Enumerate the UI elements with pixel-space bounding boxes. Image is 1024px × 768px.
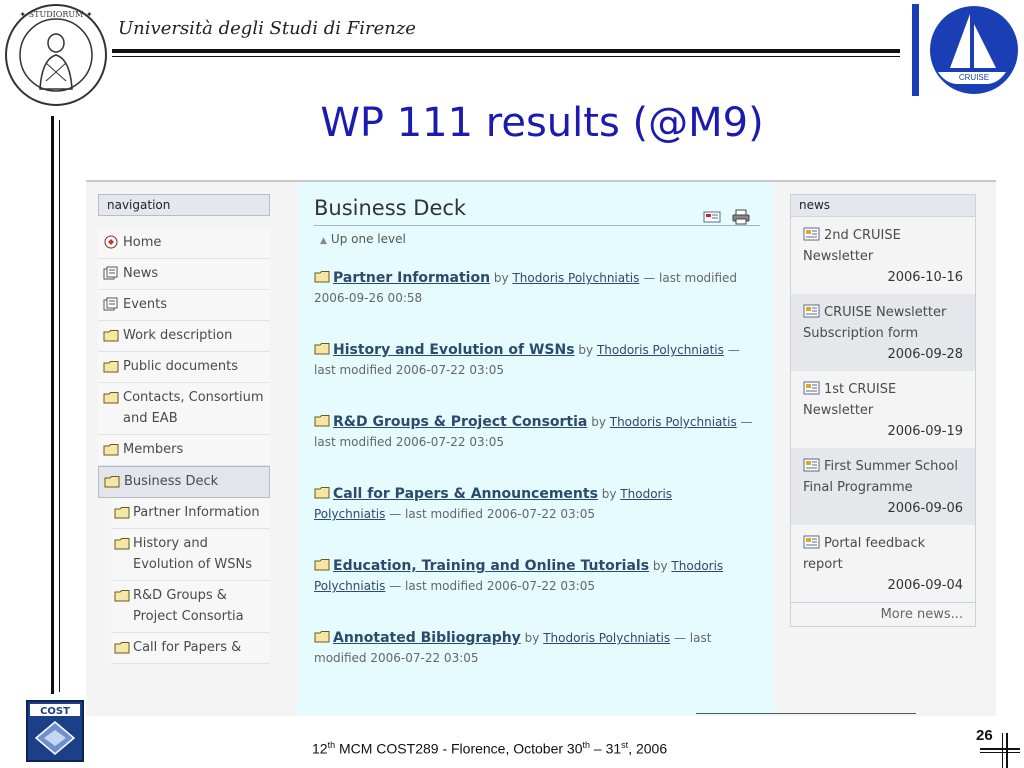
- corner-mark-vertical-thin: [1002, 733, 1003, 768]
- folder-icon: [314, 557, 331, 570]
- folder-icon: [103, 442, 119, 456]
- news-header: news: [791, 195, 975, 217]
- modified-date: 2006-07-22 03:05: [395, 363, 504, 377]
- modified-date: 2006-07-22 03:05: [486, 579, 595, 593]
- print-icon[interactable]: [732, 209, 750, 225]
- page-title-bar: [314, 196, 760, 226]
- cruise-label: CRUISE: [958, 73, 990, 82]
- news-item-title-row: [803, 302, 963, 344]
- cruise-logo: [910, 2, 1022, 98]
- news-item-title[interactable]: CRUISE Newsletter Subscription form: [803, 305, 947, 341]
- folder-entry: [314, 268, 760, 308]
- nav-subitem-label: Partner Information: [133, 505, 260, 520]
- author-link[interactable]: Thodoris Polychniatis: [596, 343, 724, 357]
- folder-icon: [114, 640, 130, 654]
- nav-item[interactable]: [98, 435, 270, 466]
- portal-screenshot: [86, 180, 996, 716]
- folder-entry: [314, 556, 760, 596]
- navigation-list: [98, 228, 270, 664]
- folder-icon: [314, 341, 331, 354]
- nav-subitem[interactable]: [111, 529, 270, 581]
- folder-contents: [314, 268, 760, 668]
- nav-item-label: Home: [123, 235, 162, 250]
- news-portlet: [790, 194, 976, 627]
- modified-label: — last modified: [314, 343, 740, 377]
- modified-label: — last modified: [643, 271, 738, 285]
- nav-subitem-label: History and Evolution of WSNs: [133, 536, 253, 572]
- corner-mark-vertical: [1006, 733, 1008, 768]
- nav-item-label: Business Deck: [124, 474, 219, 489]
- news-item-date: 2006-09-19: [887, 424, 963, 439]
- folder-icon: [314, 269, 331, 282]
- nav-item-label: Public documents: [123, 359, 238, 374]
- footer-text: 12th MCM COST289 - Florence, October 30th – 31st, 2006: [312, 740, 668, 757]
- entry-title-link[interactable]: R&D Groups & Project Consortia: [333, 414, 588, 430]
- entry-title-link[interactable]: Call for Papers & Announcements: [333, 486, 598, 502]
- modified-date: 2006-09-26 00:58: [314, 291, 423, 305]
- author-link[interactable]: Thodoris Polychniatis: [512, 271, 640, 285]
- nav-subitem-label: R&D Groups & Project Consortia: [133, 588, 244, 624]
- left-rule: [51, 116, 54, 694]
- svg-text:✦ STUDIORUM ✦: ✦ STUDIORUM ✦: [19, 10, 93, 19]
- send-to-icon[interactable]: [703, 211, 721, 223]
- nav-item[interactable]: [98, 290, 270, 321]
- by-label: by: [578, 343, 594, 357]
- folder-icon: [103, 390, 119, 404]
- news-item[interactable]: [791, 448, 975, 525]
- author-link[interactable]: Thodoris Polychniatis: [609, 415, 737, 429]
- nav-subitem[interactable]: [111, 633, 270, 664]
- news-item-icon: [803, 381, 820, 395]
- navigation-portlet: [98, 194, 270, 664]
- more-news-link[interactable]: More news...: [791, 602, 975, 626]
- nav-item[interactable]: [98, 383, 270, 435]
- entry-title-link[interactable]: Education, Training and Online Tutorials: [333, 558, 650, 574]
- author-link-cont[interactable]: Polychniatis: [314, 507, 386, 521]
- nav-item[interactable]: [98, 352, 270, 383]
- footer-box: [696, 713, 916, 716]
- news-item[interactable]: [791, 371, 975, 448]
- nav-item[interactable]: [98, 259, 270, 290]
- modified-label: — last modified: [389, 579, 484, 593]
- by-label: by: [652, 559, 668, 573]
- author-link[interactable]: Thodoris: [671, 559, 724, 573]
- news-item-title[interactable]: Portal feedback report: [803, 536, 926, 572]
- entry-title-link[interactable]: Annotated Bibliography: [333, 630, 521, 646]
- folder-icon: [114, 536, 130, 550]
- folder-entry: [314, 484, 760, 524]
- cost-logo: [26, 700, 84, 762]
- news-item-title-row: [803, 533, 963, 575]
- nav-item-label: Members: [123, 442, 184, 457]
- news-item-date: 2006-09-06: [887, 501, 963, 516]
- folder-icon: [314, 485, 331, 498]
- folder-icon: [103, 328, 119, 342]
- folder-icon: [103, 359, 119, 373]
- nav-subitem-label: Call for Papers &: [133, 640, 242, 655]
- news-item-icon: [803, 227, 820, 241]
- main-content: [298, 182, 774, 716]
- events-icon: [103, 297, 119, 311]
- news-item[interactable]: [791, 294, 975, 371]
- university-seal-logo: [4, 3, 108, 107]
- header-rule: [112, 49, 900, 53]
- author-link[interactable]: Thodoris: [620, 487, 673, 501]
- news-icon: [103, 266, 119, 280]
- news-item[interactable]: [791, 217, 975, 294]
- modified-label: — last modified: [314, 415, 753, 449]
- news-item-title-row: [803, 456, 963, 498]
- entry-title-link[interactable]: Partner Information: [333, 270, 491, 286]
- up-one-level-label: Up one level: [330, 232, 406, 246]
- news-item-title-row: [803, 379, 963, 421]
- corner-mark: [980, 748, 1020, 750]
- slide-title: WP 111 results (@M9): [320, 100, 764, 146]
- news-item-icon: [803, 304, 820, 318]
- folder-icon: [114, 505, 130, 519]
- nav-subitem[interactable]: [111, 498, 270, 529]
- modified-date: 2006-07-22 03:05: [395, 435, 504, 449]
- nav-item-label: Events: [123, 297, 168, 312]
- entry-title-link[interactable]: History and Evolution of WSNs: [333, 342, 575, 358]
- folder-entry: [314, 412, 760, 452]
- modified-date: 2006-07-22 03:05: [370, 651, 479, 665]
- by-label: by: [524, 631, 540, 645]
- navigation-header: navigation: [98, 194, 270, 216]
- nav-subitem[interactable]: [111, 581, 270, 633]
- news-item-date: 2006-09-04: [887, 578, 963, 593]
- corner-mark-thin: [980, 752, 1020, 753]
- news-item-icon: [803, 458, 820, 472]
- folder-entry: [314, 628, 760, 668]
- author-link[interactable]: Thodoris Polychniatis: [543, 631, 671, 645]
- folder-entry: [314, 340, 760, 380]
- home-icon: [103, 235, 119, 249]
- news-item-title[interactable]: First Summer School Final Programme: [803, 459, 958, 495]
- modified-date: 2006-07-22 03:05: [486, 507, 595, 521]
- nav-item-label: Work description: [123, 328, 233, 343]
- folder-icon: [104, 474, 120, 488]
- news-item-title[interactable]: 1st CRUISE Newsletter: [803, 382, 897, 418]
- left-rule-thin: [59, 120, 60, 692]
- cost-label: COST: [40, 706, 70, 717]
- folder-icon: [314, 413, 331, 426]
- page-title: Business Deck: [314, 196, 467, 220]
- nav-item[interactable]: [98, 321, 270, 352]
- up-one-level-link[interactable]: [314, 232, 760, 246]
- modified-label: — last modified: [314, 631, 712, 665]
- page-number: 26: [976, 727, 993, 744]
- by-label: by: [591, 415, 606, 429]
- news-item[interactable]: [791, 525, 975, 602]
- author-link-cont[interactable]: Polychniatis: [314, 579, 386, 593]
- news-item-title[interactable]: 2nd CRUISE Newsletter: [803, 228, 901, 264]
- folder-icon: [314, 629, 331, 642]
- news-item-title-row: [803, 225, 963, 267]
- news-item-icon: [803, 535, 820, 549]
- folder-icon: [114, 588, 130, 602]
- news-item-date: 2006-09-28: [887, 347, 963, 362]
- page-actions: [703, 204, 750, 228]
- by-label: by: [601, 487, 617, 501]
- by-label: by: [493, 271, 509, 285]
- nav-item-label: News: [123, 266, 159, 281]
- nav-item[interactable]: [98, 466, 270, 498]
- news-item-date: 2006-10-16: [887, 270, 963, 285]
- university-name: Università degli Studi di Firenze: [118, 18, 416, 39]
- nav-item[interactable]: [98, 228, 270, 259]
- nav-item-label: Contacts, Consortium and EAB: [123, 390, 264, 426]
- news-list: [791, 217, 975, 602]
- header-rule-thin: [112, 56, 900, 57]
- modified-label: — last modified: [389, 507, 484, 521]
- up-arrow-icon: ▲: [320, 236, 327, 246]
